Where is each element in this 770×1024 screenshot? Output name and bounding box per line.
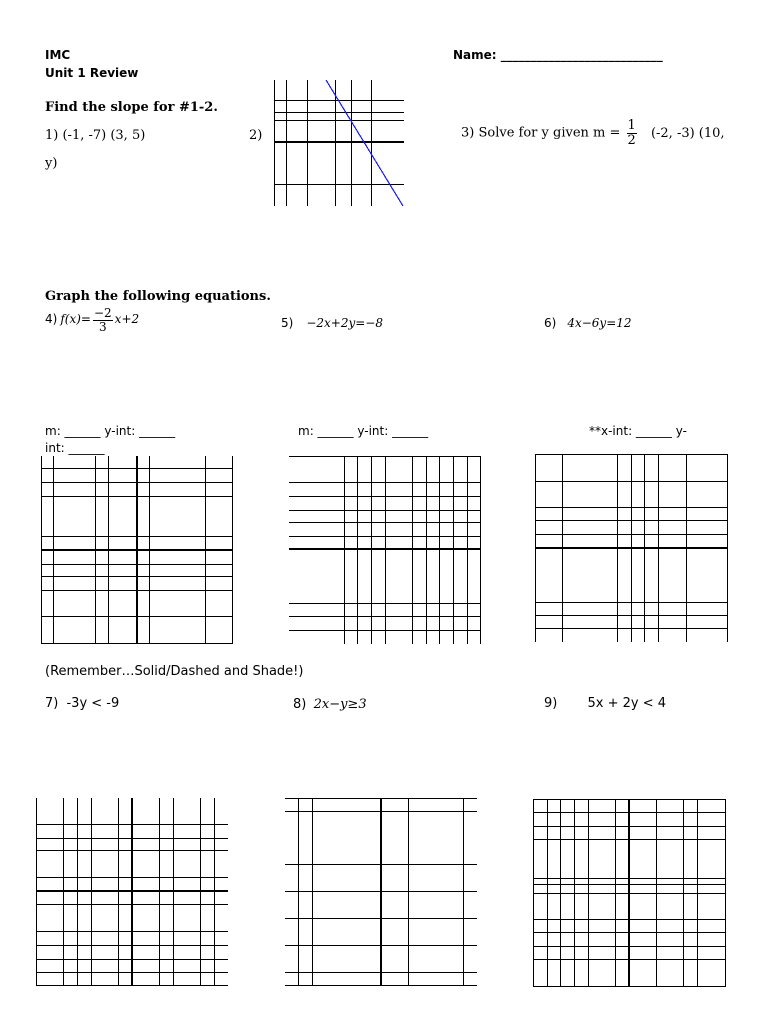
reminder-text: (Remember…Solid/Dashed and Shade!) <box>45 664 304 679</box>
question-4-blanks-continued: int: ______ <box>45 441 105 455</box>
question-4-label: 4) <box>45 311 58 326</box>
question-5 <box>281 316 383 331</box>
section2-heading: Graph the following equations. <box>45 289 271 304</box>
question-3-prefix: 3) Solve for y given m = <box>461 125 621 141</box>
fraction-numerator: 1 <box>627 118 636 133</box>
question-8 <box>293 696 367 712</box>
question-8-label: 8) <box>293 697 307 712</box>
question-7 <box>45 696 119 711</box>
question-8-inequality: 2x−y≥3 <box>313 697 367 712</box>
section1-heading: Find the slope for #1-2. <box>45 100 218 115</box>
question-1: 1) (-1, -7) (3, 5) <box>45 128 146 143</box>
question-3-points: (-2, -3) (10, <box>650 125 725 141</box>
question-9-label: 9) <box>544 696 558 711</box>
question-4-lhs: f(x)= <box>60 311 91 326</box>
question-5-label: 5) <box>281 316 294 330</box>
question-9-inequality: 5x + 2y < 4 <box>587 696 666 711</box>
question-7-label: 7) <box>45 696 59 711</box>
slope-fraction <box>627 119 637 147</box>
question-6-label: 6) <box>544 316 557 330</box>
question-9 <box>544 696 666 711</box>
graph-4 <box>41 456 233 644</box>
graph-8 <box>285 798 477 986</box>
question-7-inequality: -3y < -9 <box>66 696 120 711</box>
fraction-denominator: 2 <box>627 132 636 148</box>
fraction-denominator: 3 <box>99 319 107 334</box>
question-6-equation: 4x−6y=12 <box>567 316 632 330</box>
graph-6 <box>535 454 728 642</box>
name-field: Name: ___________________________ <box>453 48 663 62</box>
question-4 <box>45 307 139 333</box>
question-6-blanks: **x-int: ______ y- <box>589 424 687 438</box>
question-2-label: 2) <box>249 128 263 143</box>
question-5-blanks: m: ______ y-int: ______ <box>298 424 429 438</box>
question-2-graph <box>274 80 404 206</box>
question-6 <box>544 316 632 331</box>
question-3-continued: y) <box>45 156 58 171</box>
graph-9 <box>533 799 726 987</box>
course-title: IMC <box>45 48 71 62</box>
question-4-rhs: x+2 <box>114 311 140 326</box>
question-4-blanks: m: ______ y-int: ______ <box>45 424 176 438</box>
question-3 <box>461 119 725 147</box>
graph-7 <box>36 798 228 986</box>
question-5-equation: −2x+2y=−8 <box>306 316 383 330</box>
unit-title: Unit 1 Review <box>45 66 139 80</box>
fraction-numerator: −2 <box>93 306 112 320</box>
graph-5 <box>289 456 481 644</box>
question-4-fraction <box>93 307 113 333</box>
